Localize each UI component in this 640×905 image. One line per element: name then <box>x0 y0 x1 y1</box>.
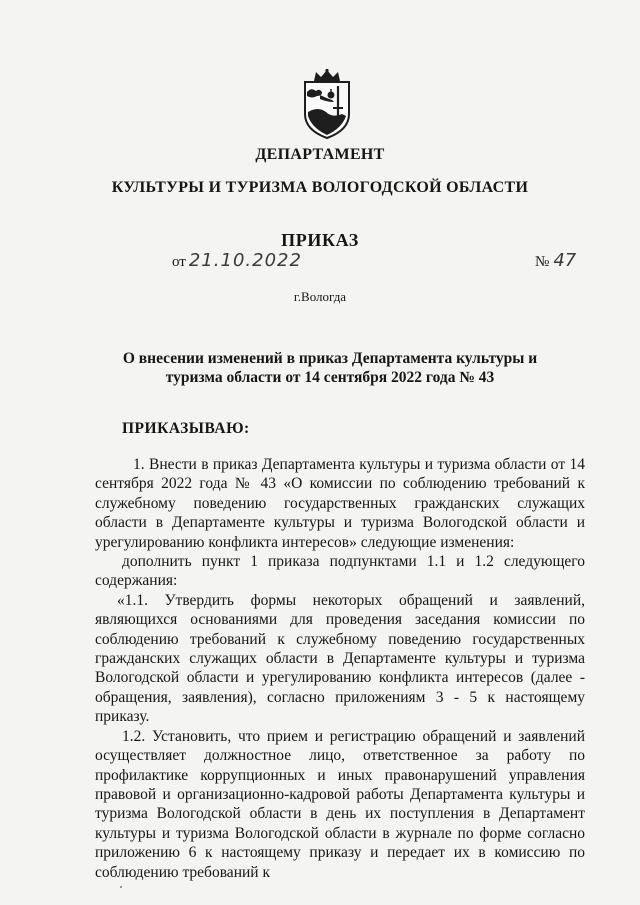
paragraph-2: дополнить пункт 1 приказа подпунктами 1.1 и 1.2 следующего содержания: <box>95 553 585 590</box>
paragraph-3: «1.1. Утвердить формы некоторых обращений и заявлений, являющихся основаниями для проведения заседания комиссии по соблюдению требований к служебному поведению государственных гражданских служащих области в Департаменте культуры и туризма Вологодской области и урегулированию конфликта интересов (далее - обращения, заявления), согласно приложениям 3 - 5 к настоящему приказу. <box>95 591 585 726</box>
document-subject: О внесении изменений в приказ Департамента культуры и туризма области от 14 сентября 2022 года № 43 <box>122 350 538 386</box>
scan-speck <box>120 886 122 888</box>
document-body <box>95 455 585 882</box>
document-type-title: ПРИКАЗ <box>281 230 359 250</box>
paragraph-1: 1. Внести в приказ Департамента культуры и туризма области от 14 сентября 2022 года № 43 «О комиссии по соблюдению требований к служебному поведению государственных гражданских служащих области в Департаменте культуры и туризма Вологодской области и урегулированию конфликта интересов» следующие изменения: <box>95 456 585 551</box>
document-city: г.Вологда <box>293 289 347 304</box>
order-heading: ПРИКАЗЫВАЮ: <box>122 420 250 437</box>
paragraph-4: 1.2. Установить, что прием и регистрацию обращений и заявлений осуществляет должностное лицо, ответственное за работу по профилактике коррупционных и иных правонарушений управления правовой и организационно-кадровой работы Департамента культуры и туризма Вологодской области в день их поступления в Департамент культуры и туризма Вологодской области в журнале по форме согласно приложению 6 к настоящему приказу и передает их в комиссию по соблюдению требований к <box>95 727 585 881</box>
handwritten-date: 21.10.2022 <box>188 250 302 271</box>
number-prefix: № <box>535 254 550 270</box>
handwritten-number: 47 <box>553 250 577 271</box>
date-prefix: от <box>172 254 186 270</box>
department-title-line2: КУЛЬТУРЫ И ТУРИЗМА ВОЛОГОДСКОЙ ОБЛАСТИ <box>111 179 529 196</box>
document-number <box>535 250 576 271</box>
department-title-line1: ДЕПАРТАМЕНТ <box>255 146 385 163</box>
vologda-coat-of-arms-icon <box>302 68 352 140</box>
document-date <box>172 250 302 271</box>
